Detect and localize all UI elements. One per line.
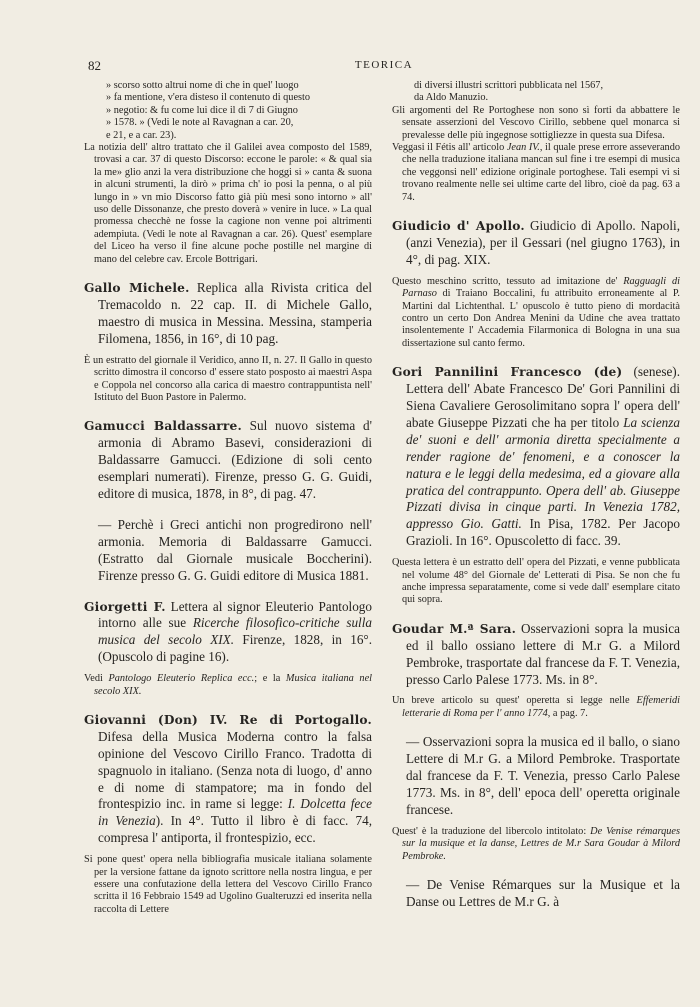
entry-heading: Giudicio d' Apollo. xyxy=(392,219,525,234)
entry-text: Giudicio di Apollo. Napoli, (anzi Venezia), per il Gessari (nel giugno 1763), in 4°, di pag. XIX. xyxy=(406,218,680,267)
note-text: ; e la xyxy=(254,673,286,685)
note-text: Un breve articolo su quest' operetta si legge nelle xyxy=(392,695,637,707)
entry-heading: Giorgetti F. xyxy=(84,599,166,614)
note-goudar xyxy=(392,695,680,720)
note-galilei: La notizia dell' altro trattato che il Galilei avea composto del 1589, trovasi a car. 37 di questo Discorso: eccone le parole: « & qual sia la me» glio anzi la vera distribuzione che hoggi si » canta & suona in alcuni strumenti, la dirò » prima ch' io posi la penna, o al più lungo in » vn mio Discorso fatto già più mesi sono intorno » all' uso delle Dissonanze, che presto doverà » venire in luce. » La qual promessa checchè ne fosse la cagione non venne poi altrimenti adempiuta. (Vedi le note al Ravagnan a car. 26). Quest' esemplare del Liceo ha verso il fine alcune poche postille nel margine di mano del celebre cav. Ercole Bottrigari. xyxy=(84,142,372,265)
note-continued-line: da Aldo Manuzio. xyxy=(414,92,489,104)
entry-title-italic: La scienza de' suoni e dell' armonia diretta specialmente a render ragione de' fenomeni, e a conoscer la natura e le leggi della medesima, ed a giovare alla pratica del contrappunto. Opera dell' ab. Giuseppe Pizzati divisa in cinque parti. In Venezia 1782, appresso Gio. Gatti. xyxy=(406,414,680,532)
running-title: TEORICA xyxy=(354,59,414,71)
entry-giovanni xyxy=(84,712,372,847)
note-giorgetti xyxy=(84,673,372,698)
entry-title-italic: Ricerche filosofico-critiche sulla musica del secolo XIX. xyxy=(98,615,372,648)
note-text: , il quale prese errore asseverando che nella traduzione italiana mancan sul fine i tre esempi di musica che veggonsi nell' edizione originale portoghese. Tali esempi vi si trovano realmente nelle sei ultime carte del libro, cioè da pag. 63 a 74. xyxy=(402,142,680,203)
entry-gamucci-2: — Perchè i Greci antichi non progredirono nell' armonia. Memoria di Baldassarre Gamucci. (Estratto dal Giornale musicale Boccherini). Firenze presso G. G. Guidi editore di Musica 1881. xyxy=(98,516,372,583)
entry-text: Sul nuovo sistema d' armonia di Abramo Basevi, considerazioni di Baldassarre Gamucci. (Edizione di soli cento esemplari numerati). Firenze, presso G. G. Guidi, editore di musica, 1878, in 8°, di pag. 47. xyxy=(98,418,372,501)
entry-heading: Giovanni (Don) IV. Re di Portogallo. xyxy=(84,712,372,727)
entry-text: In Pisa, 1782. Per Jacopo Grazioli. In 16°. Opuscoletto di facc. 39. xyxy=(406,516,681,549)
note-gori: Questa lettera è un estratto dell' opera del Pizzati, e venne pubblicata nel volume 48° del Giornale de' Letterati di Pisa. Se non che fu anche impressa separatamente, come si vede dall' esemplare citato qui sopra. xyxy=(392,557,680,606)
note-italic: Musica italiana nel secolo XIX. xyxy=(94,673,373,697)
note-italic: Effemeridi letterarie di Roma per l' anno 1774 xyxy=(402,695,680,719)
note-giudicio xyxy=(392,276,680,350)
left-column xyxy=(84,80,372,916)
entry-goudar xyxy=(392,621,680,689)
entry-heading: Goudar M.ª Sara. xyxy=(392,621,517,636)
note-text: di Traiano Boccalini, fu attribuito erroneamente al P. Martini dal Lichtenthal. L' opuscolo è tutto pieno di mordacità contro un certo Don Andrea Menini da Udine che avea trattato insolentemente l' Accademia Filarmonica di Bologna in una sua dissertazione sul canto fermo. xyxy=(402,288,680,349)
note-quote-line: e 21, e a car. 23). xyxy=(106,129,177,141)
note-continued-line: di diversi illustri scrittori pubblicata nel 1567, xyxy=(414,80,604,91)
entry-title-italic: I. Dolcetta fece in Venezia xyxy=(98,796,372,829)
page-number: 82 xyxy=(88,58,101,73)
entry-text: Lettera al signor Eleuterio Pantologo intorno alle sue xyxy=(98,598,372,631)
note-text: , a pag. 7. xyxy=(547,707,588,719)
entry-goudar-3: — De Venise Rémarques sur la Musique et la Danse ou Lettres de M.r G. à xyxy=(406,877,680,909)
entry-heading: Gallo Michele. xyxy=(84,281,190,296)
entry-heading: Gori Pannilini Francesco (de) xyxy=(392,365,623,380)
note-italic: Pantologo Eleuterio Replica ecc. xyxy=(108,673,255,685)
note-text: Veggasi il Fétis all' articolo xyxy=(392,142,507,154)
entry-text: (senese). Lettera dell' Abate Francesco De' Gori Pannilini di Siena Cavaliere Gerosolimitano sopra l' opera dell' abate Giuseppe Pizzati che ha per titolo xyxy=(406,364,680,430)
note-giovanni: Si pone quest' opera nella bibliografia musicale italiana solamente per la versione fattane da ignoto scrittore nella nostra lingua, e per essere una confutazione della lettera del Vescovo Cirillo Franco scritta il 16 Febbraio 1549 ad Ugolino Gualteruzzi ed inserita nella raccolta di Lettere xyxy=(84,854,372,915)
entry-gamucci xyxy=(84,418,372,503)
entry-gori xyxy=(392,364,680,550)
entry-giorgetti xyxy=(84,599,372,667)
entry-text: Osservazioni sopra la musica ed il ballo ossiano lettere di M.r G. a Milord Pembroke, trasportate dal francese da F. T. Venezia, presso Carlo Palese 1773. Ms. in 8°. xyxy=(406,620,680,687)
entry-text: Difesa della Musica Moderna contro la falsa opinione del Vescovo Cirillo Franco. Tradotta di spagnuolo in italiano. (Senza nota di luogo, d' anno e di nome di stampatore; ma in fondo del frontespizio inc. in rame si legge: xyxy=(98,728,372,812)
entry-text: Firenze, 1828, in 16°. (Opuscolo di pagine 16). xyxy=(98,632,373,665)
entry-gallo xyxy=(84,280,372,348)
note-text: Questo meschino scritto, tessuto ad imitazione de' xyxy=(392,275,624,287)
note-quote-line: » negotio: & fu come lui dice il dì 7 di Giugno xyxy=(106,104,298,116)
note-quote-line: » 1578. » (Vedi le note al Ravagnan a car. 20, xyxy=(106,117,294,129)
note-goudar-2 xyxy=(392,826,680,863)
right-column xyxy=(392,80,680,911)
note-text: Vedi xyxy=(84,673,109,685)
note-gallo: È un estratto del giornale il Veridico, anno II, n. 27. Il Gallo in questo scritto dimostra il concorso d' essere stato posposto ai maestri Aspa e Coppola nel concorso alla carica di maestro contrappuntista nell' Istituto del Buon Pastore in Palermo. xyxy=(84,354,372,403)
note-italic: De Venise rémarques sur la musique et la danse, Lettres de M.r Sara Goudar à Milord Pembroke. xyxy=(402,825,680,862)
note-quote-line: » scorso sotto altrui nome di che in quel' luogo xyxy=(106,80,299,91)
entry-goudar-2: — Osservazioni sopra la musica ed il ballo, o siano Lettere di M.r G. a Milord Pembroke. Trasportate dal francese da F. T. Venezia, presso Carlo Palese 1773. Ms. in 8°, dell' epoca dell' operetta originale francese. xyxy=(406,734,680,817)
entry-heading: Gamucci Baldassarre. xyxy=(84,419,242,434)
entry-text: Replica alla Rivista critica del Tremacoldo n. 22 cap. II. di Michele Gallo, maestro di musica in Messina. Messina, stamperia Filomena, 1856, in 16°, di 10 pag. xyxy=(98,280,372,346)
note-argomenti: Gli argomenti del Re Portoghese non sono sì forti da abbattere le sensate asserzioni del Vescovo Cirillo, sebbene quel monarca si prevalesse delle più ingegnose sottigliezze in questa sua Difesa. xyxy=(392,104,680,141)
note-italic: Jean IV. xyxy=(506,142,540,154)
note-italic: Ragguagli di Parnaso xyxy=(402,275,680,300)
page-header xyxy=(88,58,680,74)
entry-text: ). In 4°. Tutto il libro è di facc. 74, compresa l' antiporta, il frontespizio, ecc. xyxy=(98,813,372,846)
note-text: Quest' è la traduzione del libercolo intitolato: xyxy=(392,825,591,837)
note-quote-line: » fa mentione, v'era disteso il contenuto di questo xyxy=(106,92,311,104)
entry-giudicio xyxy=(392,218,680,269)
note-fetis xyxy=(392,142,680,204)
